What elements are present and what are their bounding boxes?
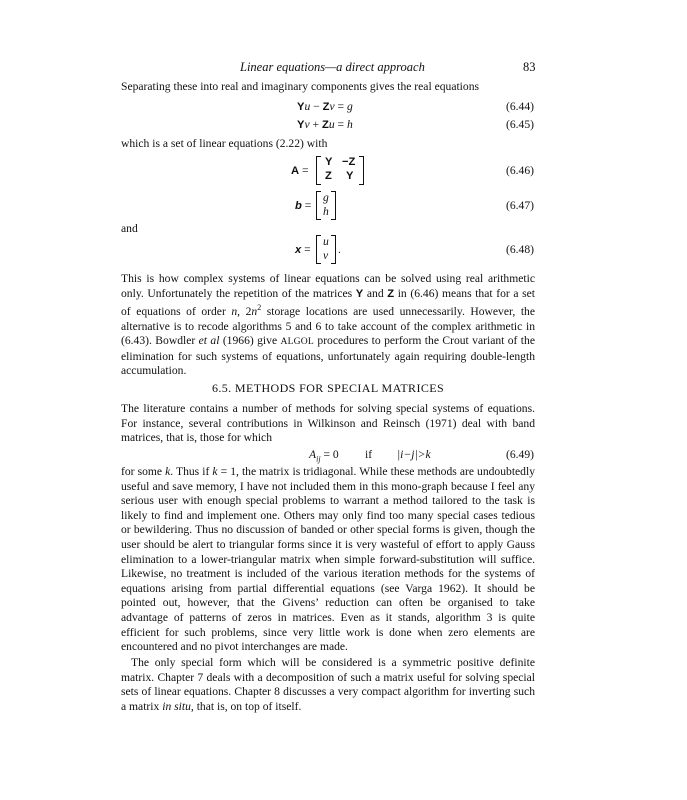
running-header (0, 60, 687, 78)
equation-6-49 (121, 448, 535, 466)
running-title: Linear equations—a direct approach (240, 60, 425, 74)
equation-6-45 (121, 118, 535, 136)
vector-x-lhs: x = (295, 243, 311, 256)
equation-6-47 (121, 191, 535, 223)
equation-number: (6.47) (505, 199, 534, 212)
equation-6-44-body: Yu − Zv = g (297, 100, 353, 113)
equation-number: (6.49) (505, 448, 534, 461)
equation-number: (6.44) (505, 100, 534, 113)
equation-6-49-body: $A_{ij} = 0$ (309, 448, 339, 464)
paragraph-literature: The literature contains a number of methods for solving special systems of equations. For instance, several contributions in Wilkinson and Reinsch (1971) deal with band matrices, that is, those for which (121, 402, 535, 445)
linear-text: which is a set of linear equations (2.22) with (121, 137, 328, 150)
matrix-A: Y −Z Z Y (316, 156, 364, 186)
equation-6-49-condition: |i−j|>k (397, 448, 431, 461)
matrix-A-lhs: A = (291, 164, 309, 177)
section-heading: 6.5. METHODS FOR SPECIAL MATRICES (211, 381, 445, 395)
paragraph-special-form: The only special form which will be considered is a symmetric positive definite matrix. Chapter 7 deals with a decomposition of such a matrix useful for solving special sets of linear equations. Chapter 8 discusses a very compact algorithm for inverting such a matrix in situ, that is, on top of itself. (121, 656, 535, 713)
trailing-period: . (338, 243, 341, 256)
equation-number: (6.46) (505, 164, 534, 177)
equation-6-44 (121, 100, 535, 118)
equation-number: (6.45) (505, 118, 534, 131)
page-number: 83 (523, 60, 536, 74)
intro-text: Separating these into real and imaginary components gives the real equations (121, 80, 480, 93)
equation-number: (6.48) (505, 243, 534, 256)
and-text: and (121, 222, 138, 235)
paragraph-band-matrices: for some k. Thus if k = 1, the matrix is tridiagonal. While these methods are undoubtedly useful and save memory, I have not included them in this mono-graph because I feel any serious user with enough special problems to warrant a method tailored to the task is likely to find and implement one. Others may only find too many special cases tedious or bewildering. Thus no discussion of banded or other special forms is given, though the user should be alert to triangular forms since it is very wasteful of effort to apply Gauss elimination to a lower-triangular matrix when simple forward-substitution will suffice. Likewise, no treatment is included of the various iteration methods for the systems of equations arising from partial differential equations (see Varga 1962). It should be pointed out, however, that the Givens’ reduction can often be organised to take advantage of patterns of zeros in matrices. Even as it stands, algorithm 3 is quite efficient for such problems, since very little work is done when zero elements are encountered and no pivot interchanges are made. (121, 465, 535, 654)
equation-6-49-if: if (365, 448, 373, 461)
vector-b-lhs: b = (295, 199, 312, 212)
vector-b: g h (316, 191, 336, 221)
vector-x: u v (316, 235, 336, 265)
equation-6-45-body: Yv + Zu = h (297, 118, 353, 131)
equation-6-48 (121, 235, 535, 267)
equation-6-46 (121, 156, 535, 188)
paragraph-complex-systems: This is how complex systems of linear equations can be solved using real arithmetic only. Unfortunately the repetition of the matrices Y and Z in (6.46) means that for a set of equations of order n, $2n^2$ storage locations are used unnecessarily. However, the alternative is to recode algorithms 5 and 6 to take account of the complex arithmetic in (6.43). Bowdler et al (1966) give ALGOL procedures to perform the Crout variant of the elimination for such systems of equations, unfortunately again requiring double-length accumulation. (121, 272, 535, 378)
